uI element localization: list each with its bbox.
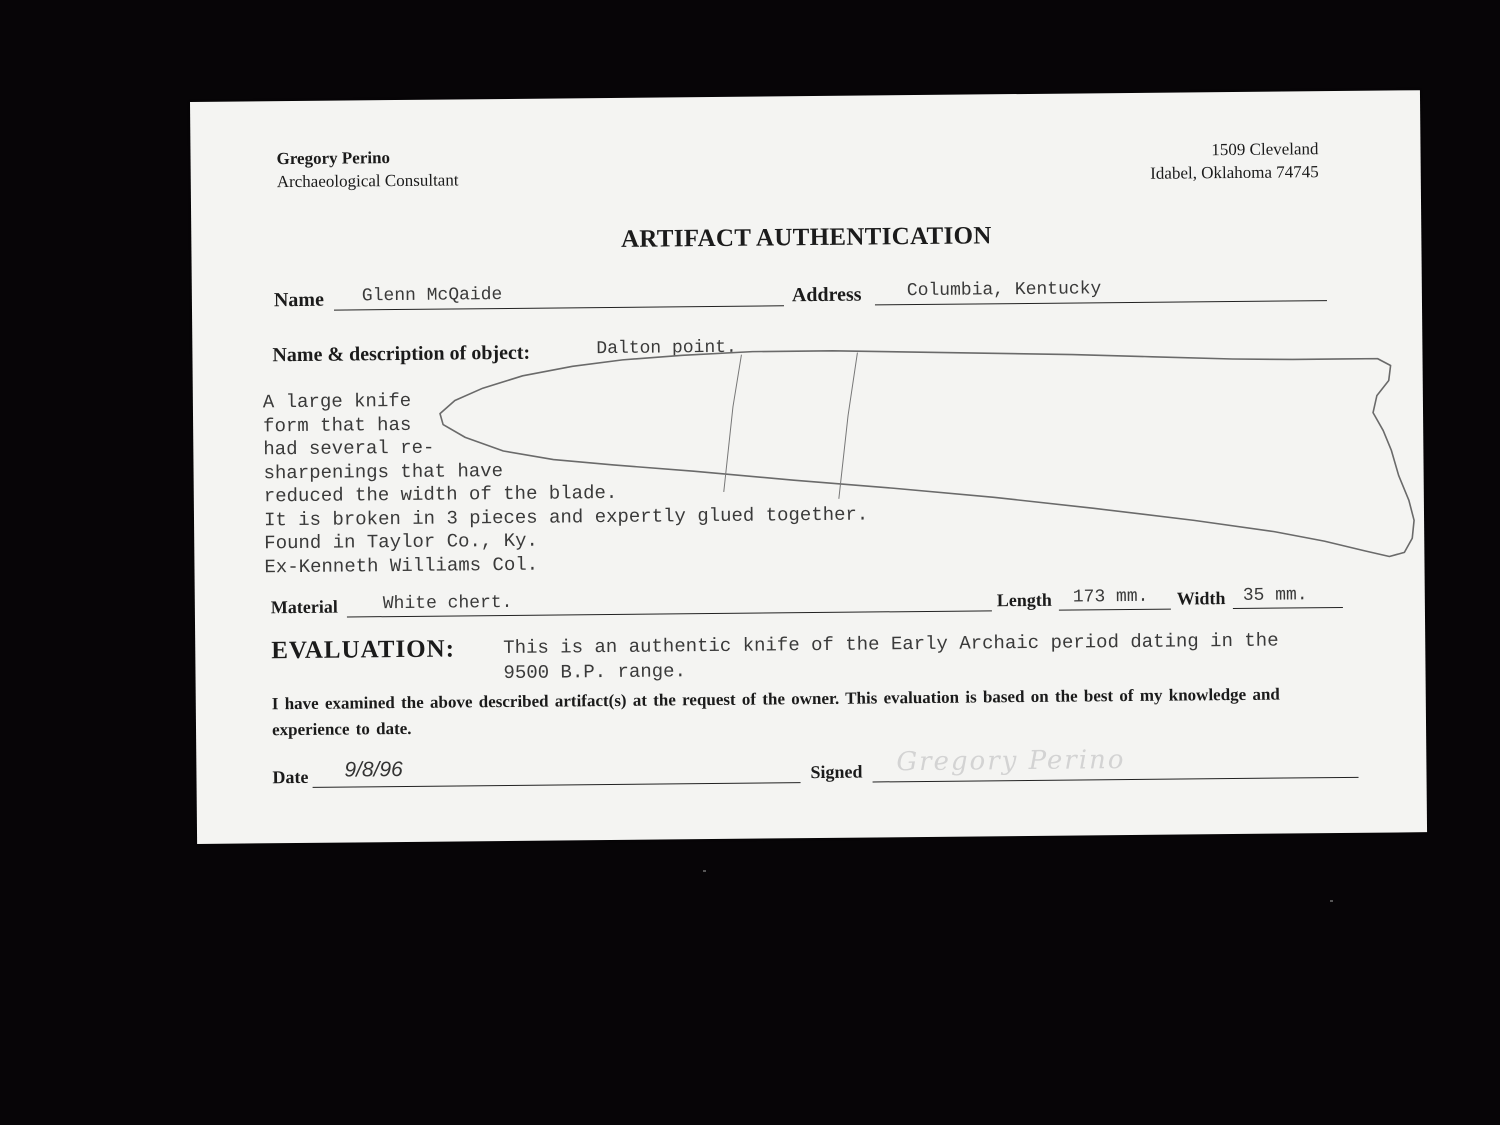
object-description: A large knife form that has had several re- sharpenings that have reduced the width of the blade. It is broken in 3 pieces and expertly glued together. Found in Taylor Co., Ky. Ex-Kenneth Williams Col.: [262, 389, 869, 578]
consultant-title: Archaeological Consultant: [276, 170, 459, 192]
document-title: ARTIFACT AUTHENTICATION: [620, 222, 992, 253]
consultant-name: Gregory Perino: [276, 148, 391, 169]
material-value: White chert.: [382, 592, 513, 615]
address-label: Address: [791, 283, 862, 307]
dust-speck: [703, 870, 706, 872]
evaluation-label: EVALUATION:: [271, 635, 456, 665]
material-label: Material: [270, 596, 338, 618]
object-value: Dalton point.: [596, 337, 737, 360]
name-value: Glenn McQaide: [361, 285, 503, 307]
evaluation-text: This is an authentic knife of the Early Archaic period dating in the 9500 B.P. range.: [503, 629, 1279, 685]
signed-label: Signed: [810, 761, 863, 783]
address-value: Columbia, Kentucky: [906, 279, 1102, 302]
examination-statement: I have examined the above described artifact(s) at the request of the owner. This evaluation is based on the best of my knowledge and experience to date.: [271, 684, 1280, 740]
address-line-2: Idabel, Oklahoma 74745: [1150, 162, 1319, 183]
name-label: Name: [273, 288, 324, 312]
width-label: Width: [1176, 588, 1226, 609]
signature: Gregory Perino: [896, 745, 1126, 778]
address-line-1: 1509 Cleveland: [1211, 139, 1319, 160]
object-label: Name & description of object:: [272, 341, 531, 367]
dust-speck: [1330, 900, 1333, 902]
length-label: Length: [996, 589, 1052, 611]
date-value: 9/8/96: [344, 757, 403, 782]
authentication-card: [190, 90, 1427, 844]
width-value: 35 mm.: [1242, 585, 1308, 606]
length-value: 173 mm.: [1072, 586, 1149, 608]
date-label: Date: [272, 766, 309, 788]
